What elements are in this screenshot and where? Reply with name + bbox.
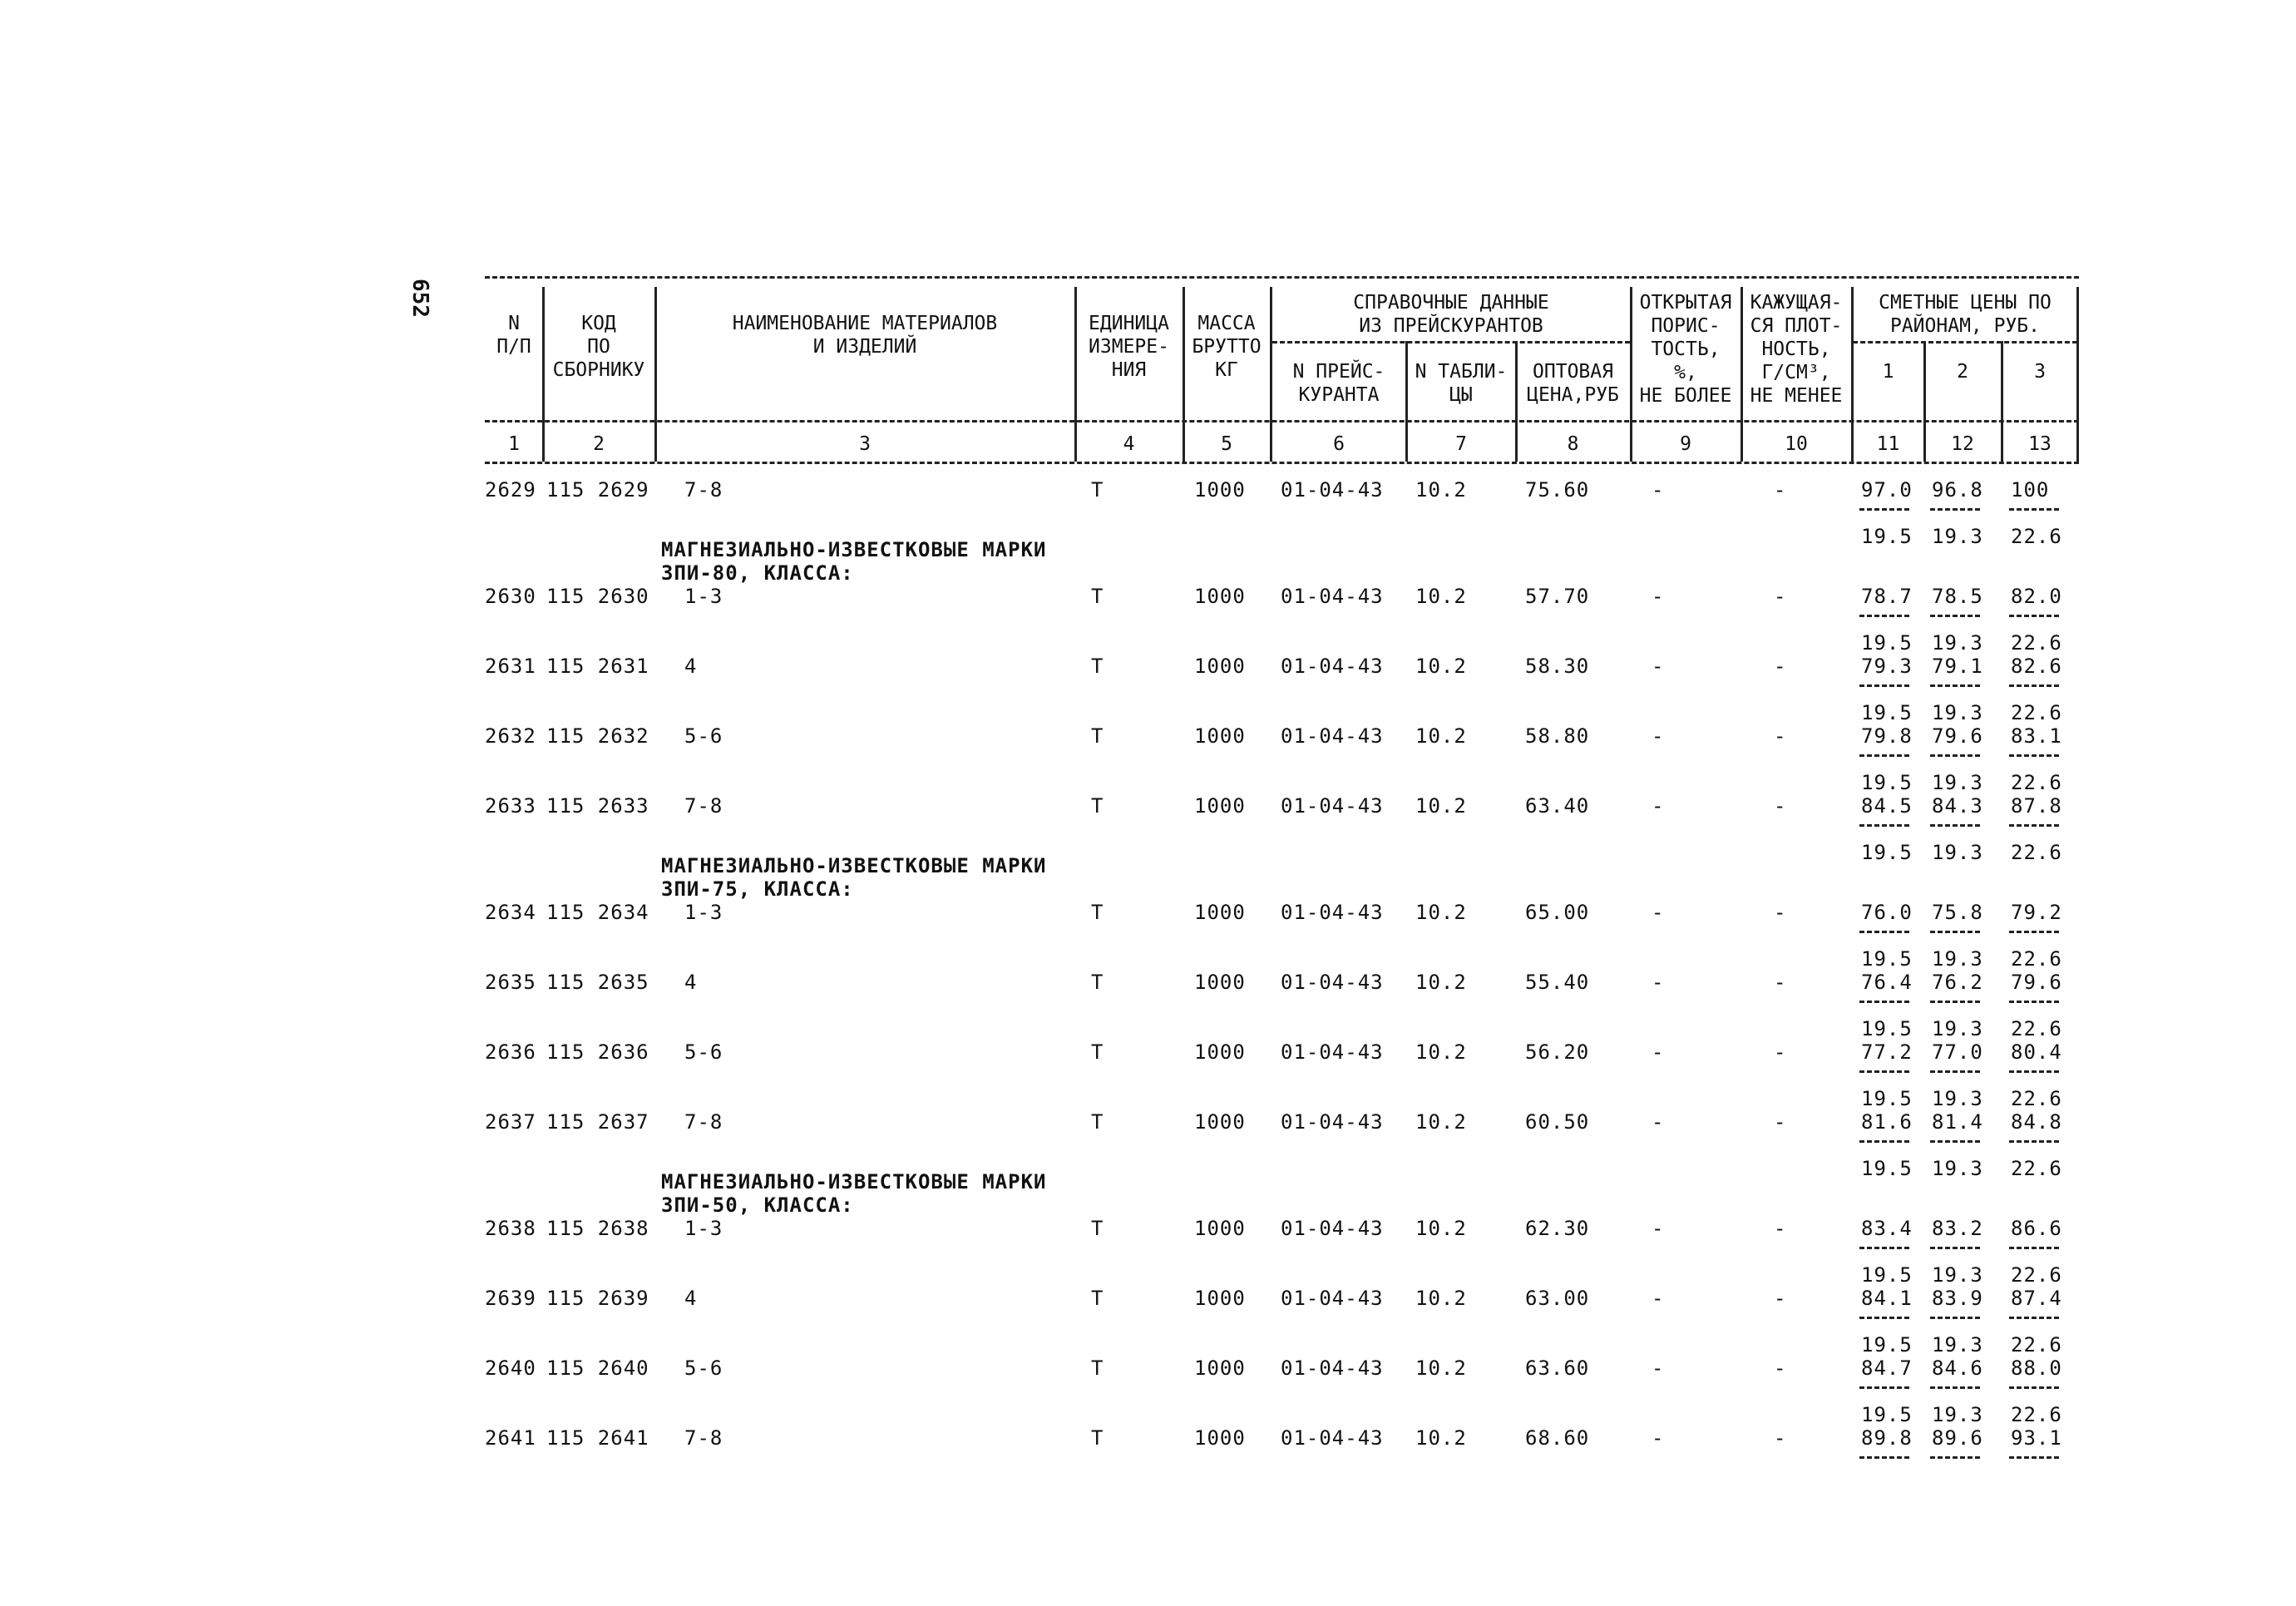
fraction-bar [1859, 1247, 1909, 1249]
row-price-list: 01-04-43 [1281, 478, 1384, 502]
fraction-bar [2009, 1140, 2059, 1143]
column-number: 2 [593, 433, 605, 455]
row-unit: Т [1091, 1110, 1104, 1134]
fraction-bar [1930, 684, 1980, 687]
row-code: 115 2637 [546, 1110, 649, 1134]
row-unit: Т [1091, 1040, 1104, 1064]
row-transport-1: 19.5 [1861, 947, 1913, 971]
row-density: - [1774, 1217, 1787, 1240]
header-subgroup-rule [1853, 341, 2077, 343]
row-transport-3: 22.6 [2011, 1017, 2062, 1040]
row-number: 2629 [485, 478, 536, 502]
row-table-no: 10.2 [1415, 794, 1467, 818]
fraction-bar [1859, 754, 1909, 757]
group-heading-class: ЗПИ-75, КЛАССА: [661, 877, 854, 901]
row-price-1: 84.5 [1861, 794, 1913, 818]
header-bottom-rule [485, 462, 2079, 464]
fraction-bar [1930, 1456, 1980, 1459]
row-table-no: 10.2 [1415, 724, 1467, 748]
fraction-bar [1859, 1001, 1909, 1003]
row-table-no: 10.2 [1415, 1110, 1467, 1134]
row-table-no: 10.2 [1415, 655, 1467, 678]
row-porosity: - [1652, 1110, 1665, 1134]
row-table-no: 10.2 [1415, 1287, 1467, 1310]
row-price-2: 84.6 [1932, 1356, 1983, 1380]
row-number: 2635 [485, 971, 536, 994]
row-price-list: 01-04-43 [1281, 1217, 1384, 1240]
row-number: 2637 [485, 1110, 536, 1134]
row-code: 115 2633 [546, 794, 649, 818]
row-density: - [1774, 901, 1787, 924]
row-table-no: 10.2 [1415, 901, 1467, 924]
row-code: 115 2631 [546, 655, 649, 678]
row-mass: 1000 [1194, 794, 1246, 818]
row-transport-1: 19.5 [1861, 1333, 1913, 1356]
row-price-2: 96.8 [1932, 478, 1983, 502]
row-name: 7-8 [684, 1426, 723, 1450]
row-price-3: 82.6 [2011, 655, 2062, 678]
column-number: 4 [1123, 433, 1135, 455]
fraction-bar [1930, 1070, 1980, 1073]
column-number: 7 [1455, 433, 1467, 455]
row-price-1: 81.6 [1861, 1110, 1913, 1134]
row-number: 2636 [485, 1040, 536, 1064]
row-price-3: 80.4 [2011, 1040, 2062, 1064]
row-number: 2641 [485, 1426, 536, 1450]
row-price-2: 76.2 [1932, 971, 1983, 994]
row-price-list: 01-04-43 [1281, 1426, 1384, 1450]
row-price-2: 89.6 [1932, 1426, 1983, 1450]
row-wholesale: 75.60 [1525, 478, 1590, 502]
row-price-list: 01-04-43 [1281, 794, 1384, 818]
fraction-bar [1859, 1456, 1909, 1459]
header-name: НАИМЕНОВАНИЕ МАТЕРИАЛОВ И ИЗДЕЛИЙ [732, 313, 998, 358]
fraction-bar [1859, 615, 1909, 617]
row-price-2: 77.0 [1932, 1040, 1983, 1064]
row-unit: Т [1091, 1217, 1104, 1240]
row-code: 115 2640 [546, 1356, 649, 1380]
row-transport-3: 22.6 [2011, 631, 2062, 655]
row-number: 2632 [485, 724, 536, 748]
column-number: 8 [1567, 433, 1579, 455]
page-number: 652 [407, 279, 432, 318]
fraction-bar [1930, 754, 1980, 757]
fraction-bar [1859, 1070, 1909, 1073]
row-price-1: 79.3 [1861, 655, 1913, 678]
row-wholesale: 62.30 [1525, 1217, 1590, 1240]
row-name: 5-6 [684, 1040, 723, 1064]
row-wholesale: 68.60 [1525, 1426, 1590, 1450]
fraction-bar [2009, 1386, 2059, 1389]
group-heading-class: ЗПИ-80, КЛАССА: [661, 561, 854, 585]
row-unit: Т [1091, 585, 1104, 608]
row-price-list: 01-04-43 [1281, 585, 1384, 608]
row-transport-3: 22.6 [2011, 1157, 2062, 1180]
row-unit: Т [1091, 1356, 1104, 1380]
row-name: 4 [684, 655, 698, 678]
row-code: 115 2632 [546, 724, 649, 748]
row-price-list: 01-04-43 [1281, 971, 1384, 994]
row-density: - [1774, 1040, 1787, 1064]
row-code: 115 2629 [546, 478, 649, 502]
row-price-1: 84.7 [1861, 1356, 1913, 1380]
row-price-1: 83.4 [1861, 1217, 1913, 1240]
row-table-no: 10.2 [1415, 585, 1467, 608]
row-unit: Т [1091, 724, 1104, 748]
row-price-1: 84.1 [1861, 1287, 1913, 1310]
header-region-3: 3 [2034, 361, 2046, 383]
row-wholesale: 63.00 [1525, 1287, 1590, 1310]
fraction-bar [2009, 1247, 2059, 1249]
row-table-no: 10.2 [1415, 971, 1467, 994]
fraction-bar [2009, 824, 2059, 827]
row-mass: 1000 [1194, 971, 1246, 994]
row-price-2: 79.1 [1932, 655, 1983, 678]
row-code: 115 2634 [546, 901, 649, 924]
row-price-list: 01-04-43 [1281, 1110, 1384, 1134]
row-table-no: 10.2 [1415, 1040, 1467, 1064]
fraction-bar [2009, 615, 2059, 617]
row-number: 2640 [485, 1356, 536, 1380]
row-price-3: 87.8 [2011, 794, 2062, 818]
row-mass: 1000 [1194, 724, 1246, 748]
row-price-3: 100 [2011, 478, 2050, 502]
row-code: 115 2630 [546, 585, 649, 608]
fraction-bar [2009, 684, 2059, 687]
header-ref: СПРАВОЧНЫЕ ДАННЫЕ ИЗ ПРЕЙСКУРАНТОВ [1353, 292, 1549, 337]
row-density: - [1774, 971, 1787, 994]
fraction-bar [1930, 508, 1980, 511]
row-transport-1: 19.5 [1861, 1157, 1913, 1180]
column-number: 6 [1333, 433, 1345, 455]
header-ref-wholesale: ОПТОВАЯ ЦЕНА,РУБ [1527, 361, 1619, 406]
row-transport-2: 19.3 [1932, 1333, 1983, 1356]
row-density: - [1774, 1426, 1787, 1450]
row-mass: 1000 [1194, 1426, 1246, 1450]
row-code: 115 2635 [546, 971, 649, 994]
row-wholesale: 58.80 [1525, 724, 1590, 748]
row-code: 115 2638 [546, 1217, 649, 1240]
header-mid-rule [485, 420, 2079, 423]
row-porosity: - [1652, 724, 1665, 748]
row-price-3: 86.6 [2011, 1217, 2062, 1240]
row-name: 7-8 [684, 794, 723, 818]
row-number: 2630 [485, 585, 536, 608]
row-transport-2: 19.3 [1932, 1263, 1983, 1287]
row-number: 2634 [485, 901, 536, 924]
row-price-1: 76.4 [1861, 971, 1913, 994]
group-heading-class: ЗПИ-50, КЛАССА: [661, 1193, 854, 1217]
row-transport-2: 19.3 [1932, 771, 1983, 794]
row-unit: Т [1091, 655, 1104, 678]
row-transport-1: 19.5 [1861, 631, 1913, 655]
row-density: - [1774, 724, 1787, 748]
row-porosity: - [1652, 971, 1665, 994]
row-wholesale: 58.30 [1525, 655, 1590, 678]
fraction-bar [1859, 1386, 1909, 1389]
fraction-bar [1859, 1317, 1909, 1319]
row-transport-2: 19.3 [1932, 841, 1983, 864]
row-price-1: 89.8 [1861, 1426, 1913, 1450]
row-price-list: 01-04-43 [1281, 655, 1384, 678]
row-price-3: 88.0 [2011, 1356, 2062, 1380]
row-price-1: 97.0 [1861, 478, 1913, 502]
row-transport-2: 19.3 [1932, 1017, 1983, 1040]
row-porosity: - [1652, 478, 1665, 502]
fraction-bar [1859, 684, 1909, 687]
row-porosity: - [1652, 1040, 1665, 1064]
row-transport-2: 19.3 [1932, 1157, 1983, 1180]
row-number: 2638 [485, 1217, 536, 1240]
row-transport-2: 19.3 [1932, 631, 1983, 655]
fraction-bar [2009, 1317, 2059, 1319]
fraction-bar [1930, 1386, 1980, 1389]
row-unit: Т [1091, 1426, 1104, 1450]
fraction-bar [1930, 824, 1980, 827]
header-top-rule [485, 276, 2079, 279]
fraction-bar [1930, 1001, 1980, 1003]
row-wholesale: 57.70 [1525, 585, 1590, 608]
header-mass: МАССА БРУТТО КГ [1192, 313, 1262, 381]
fraction-bar [1930, 1140, 1980, 1143]
row-price-1: 76.0 [1861, 901, 1913, 924]
row-wholesale: 65.00 [1525, 901, 1590, 924]
row-transport-2: 19.3 [1932, 1403, 1983, 1426]
row-price-3: 93.1 [2011, 1426, 2062, 1450]
row-porosity: - [1652, 1426, 1665, 1450]
fraction-bar [1930, 931, 1980, 933]
row-price-2: 84.3 [1932, 794, 1983, 818]
row-name: 4 [684, 1287, 698, 1310]
row-price-1: 79.8 [1861, 724, 1913, 748]
row-density: - [1774, 478, 1787, 502]
row-price-3: 79.6 [2011, 971, 2062, 994]
fraction-bar [2009, 931, 2059, 933]
header-prices: СМЕТНЫЕ ЦЕНЫ ПО РАЙОНАМ, РУБ. [1879, 292, 2052, 337]
row-name: 1-3 [684, 901, 723, 924]
row-price-2: 79.6 [1932, 724, 1983, 748]
header-subgroup-rule [1272, 341, 1630, 343]
row-name: 4 [684, 971, 698, 994]
row-transport-1: 19.5 [1861, 1087, 1913, 1110]
row-porosity: - [1652, 655, 1665, 678]
row-density: - [1774, 655, 1787, 678]
row-price-list: 01-04-43 [1281, 1356, 1384, 1380]
row-transport-1: 19.5 [1861, 701, 1913, 724]
row-transport-3: 22.6 [2011, 1403, 2062, 1426]
column-number: 10 [1785, 433, 1808, 455]
row-wholesale: 63.60 [1525, 1356, 1590, 1380]
row-unit: Т [1091, 794, 1104, 818]
row-unit: Т [1091, 478, 1104, 502]
row-transport-1: 19.5 [1861, 525, 1913, 548]
row-density: - [1774, 794, 1787, 818]
row-porosity: - [1652, 1217, 1665, 1240]
row-transport-1: 19.5 [1861, 841, 1913, 864]
row-mass: 1000 [1194, 478, 1246, 502]
row-price-list: 01-04-43 [1281, 901, 1384, 924]
row-price-2: 83.2 [1932, 1217, 1983, 1240]
row-transport-3: 22.6 [2011, 841, 2062, 864]
group-heading: МАГНЕЗИАЛЬНО-ИЗВЕСТКОВЫЕ МАРКИ [661, 538, 1047, 561]
row-mass: 1000 [1194, 1217, 1246, 1240]
row-transport-2: 19.3 [1932, 701, 1983, 724]
column-number: 9 [1680, 433, 1691, 455]
row-transport-3: 22.6 [2011, 947, 2062, 971]
row-name: 5-6 [684, 724, 723, 748]
row-table-no: 10.2 [1415, 1426, 1467, 1450]
header-porosity: ОТКРЫТАЯ ПОРИС- ТОСТЬ, %, НЕ БОЛЕЕ [1639, 292, 1732, 407]
row-price-list: 01-04-43 [1281, 724, 1384, 748]
row-number: 2639 [485, 1287, 536, 1310]
fraction-bar [1859, 1140, 1909, 1143]
row-transport-3: 22.6 [2011, 525, 2062, 548]
header-region-1: 1 [1882, 361, 1894, 383]
row-price-3: 83.1 [2011, 724, 2062, 748]
row-porosity: - [1652, 585, 1665, 608]
row-wholesale: 60.50 [1525, 1110, 1590, 1134]
row-name: 5-6 [684, 1356, 723, 1380]
row-transport-3: 22.6 [2011, 1263, 2062, 1287]
row-code: 115 2639 [546, 1287, 649, 1310]
row-porosity: - [1652, 1287, 1665, 1310]
row-transport-1: 19.5 [1861, 771, 1913, 794]
row-mass: 1000 [1194, 1110, 1246, 1134]
fraction-bar [2009, 754, 2059, 757]
header-num: N П/П [496, 313, 531, 358]
row-mass: 1000 [1194, 585, 1246, 608]
row-price-1: 78.7 [1861, 585, 1913, 608]
row-price-3: 87.4 [2011, 1287, 2062, 1310]
fraction-bar [1859, 824, 1909, 827]
row-price-2: 81.4 [1932, 1110, 1983, 1134]
row-name: 1-3 [684, 585, 723, 608]
row-density: - [1774, 1287, 1787, 1310]
fraction-bar [2009, 1001, 2059, 1003]
row-transport-3: 22.6 [2011, 1333, 2062, 1356]
row-mass: 1000 [1194, 901, 1246, 924]
row-unit: Т [1091, 901, 1104, 924]
fraction-bar [1930, 615, 1980, 617]
row-transport-3: 22.6 [2011, 1087, 2062, 1110]
row-price-3: 84.8 [2011, 1110, 2062, 1134]
row-table-no: 10.2 [1415, 1356, 1467, 1380]
row-mass: 1000 [1194, 1287, 1246, 1310]
row-name: 7-8 [684, 1110, 723, 1134]
fraction-bar [1859, 931, 1909, 933]
row-porosity: - [1652, 1356, 1665, 1380]
column-number: 12 [1951, 433, 1974, 455]
row-price-3: 82.0 [2011, 585, 2062, 608]
row-transport-1: 19.5 [1861, 1263, 1913, 1287]
row-transport-2: 19.3 [1932, 947, 1983, 971]
row-transport-1: 19.5 [1861, 1403, 1913, 1426]
row-wholesale: 56.20 [1525, 1040, 1590, 1064]
row-code: 115 2636 [546, 1040, 649, 1064]
row-transport-1: 19.5 [1861, 1017, 1913, 1040]
header-region-2: 2 [1957, 361, 1968, 383]
row-number: 2631 [485, 655, 536, 678]
fraction-bar [2009, 508, 2059, 511]
row-mass: 1000 [1194, 1356, 1246, 1380]
header-ref-price-no: N ПРЕЙС- КУРАНТА [1292, 361, 1385, 406]
row-transport-2: 19.3 [1932, 1087, 1983, 1110]
header-unit: ЕДИНИЦА ИЗМЕРЕ- НИЯ [1089, 313, 1169, 381]
row-price-list: 01-04-43 [1281, 1287, 1384, 1310]
column-number: 5 [1221, 433, 1232, 455]
row-wholesale: 55.40 [1525, 971, 1590, 994]
row-porosity: - [1652, 794, 1665, 818]
row-name: 7-8 [684, 478, 723, 502]
row-wholesale: 63.40 [1525, 794, 1590, 818]
row-code: 115 2641 [546, 1426, 649, 1450]
row-transport-3: 22.6 [2011, 771, 2062, 794]
column-number: 3 [859, 433, 871, 455]
row-price-2: 83.9 [1932, 1287, 1983, 1310]
row-unit: Т [1091, 1287, 1104, 1310]
row-density: - [1774, 585, 1787, 608]
fraction-bar [1859, 508, 1909, 511]
group-heading: МАГНЕЗИАЛЬНО-ИЗВЕСТКОВЫЕ МАРКИ [661, 1170, 1047, 1193]
column-number: 1 [508, 433, 520, 455]
header-ref-table-no: N ТАБЛИ- ЦЫ [1415, 361, 1508, 406]
row-price-2: 75.8 [1932, 901, 1983, 924]
row-price-list: 01-04-43 [1281, 1040, 1384, 1064]
header-density: КАЖУЩАЯ- СЯ ПЛОТ- НОСТЬ, Г/СМ³, НЕ МЕНЕЕ [1750, 292, 1843, 407]
row-mass: 1000 [1194, 1040, 1246, 1064]
fraction-bar [2009, 1456, 2059, 1459]
row-transport-3: 22.6 [2011, 701, 2062, 724]
fraction-bar [1930, 1317, 1980, 1319]
row-name: 1-3 [684, 1217, 723, 1240]
row-price-3: 79.2 [2011, 901, 2062, 924]
header-code: КОД ПО СБОРНИКУ [552, 313, 645, 381]
fraction-bar [2009, 1070, 2059, 1073]
row-transport-2: 19.3 [1932, 525, 1983, 548]
group-heading: МАГНЕЗИАЛЬНО-ИЗВЕСТКОВЫЕ МАРКИ [661, 854, 1047, 877]
row-price-2: 78.5 [1932, 585, 1983, 608]
column-number: 13 [2028, 433, 2052, 455]
row-number: 2633 [485, 794, 536, 818]
row-porosity: - [1652, 901, 1665, 924]
fraction-bar [1930, 1247, 1980, 1249]
row-table-no: 10.2 [1415, 1217, 1467, 1240]
row-unit: Т [1091, 971, 1104, 994]
row-density: - [1774, 1110, 1787, 1134]
row-mass: 1000 [1194, 655, 1246, 678]
row-density: - [1774, 1356, 1787, 1380]
row-price-1: 77.2 [1861, 1040, 1913, 1064]
row-table-no: 10.2 [1415, 478, 1467, 502]
column-number: 11 [1876, 433, 1900, 455]
